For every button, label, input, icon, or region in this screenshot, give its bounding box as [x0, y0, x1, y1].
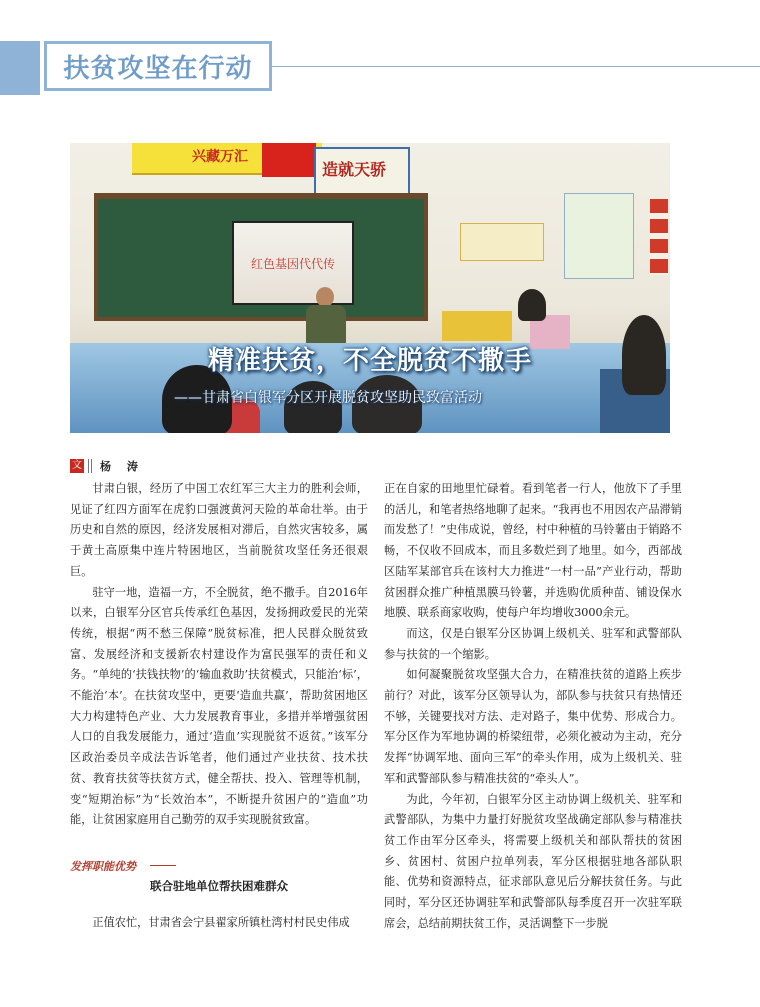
article-subtitle: ——甘肃省白银军分区开展脱贫攻坚助民致富活动 — [174, 390, 482, 406]
photo-desk — [442, 311, 512, 341]
photo-wall-chart — [564, 193, 634, 279]
photo-wall-poster — [460, 223, 544, 261]
photo-student-head — [518, 289, 546, 321]
classroom-photo — [70, 143, 670, 433]
byline-tag: 文 — [72, 460, 82, 471]
photo-banner-left-text: 兴藏万汇 — [192, 149, 248, 165]
photo-teacher-head — [316, 287, 334, 307]
byline — [70, 458, 144, 474]
author-name: 杨 涛 — [100, 460, 144, 473]
photo-screen-text: 红色基因代代传 — [250, 256, 335, 271]
header-accent-block — [0, 41, 40, 95]
photo-banner-right-text: 造就天骄 — [322, 160, 387, 179]
section-tag-rule — [150, 865, 176, 866]
photo-projector-screen — [232, 221, 354, 305]
photo-wall-cards — [650, 199, 668, 275]
paragraph: 而这，仅是白银军分区协调上级机关、驻军和武警部队参与扶贫的一个缩影。 — [384, 626, 682, 661]
left-column — [70, 479, 368, 831]
photo-banner-right — [314, 147, 410, 195]
section-heading: 联合驻地单位帮扶困难群众 — [150, 879, 288, 893]
left-column-continued — [70, 913, 368, 934]
byline-separator — [88, 459, 92, 473]
paragraph: 甘肃白银，经历了中国工农红军三大主力的胜利会师，见证了红四方面军在虎豹口强渡黄河天险的革命壮举。由于历史和自然的原因，经济发展相对滞后，自然灾害较多，属于黄土高原集中连片特困地区，当前脱贫攻坚任务还很艰巨。 — [70, 482, 368, 578]
section-title: 扶贫攻坚在行动 — [44, 41, 272, 91]
header-rule — [272, 66, 760, 67]
paragraph: 正值农忙，甘肃省会宁县翟家所镇杜湾村村民史伟成 — [92, 916, 350, 929]
section-tag: 发挥职能优势 — [70, 860, 136, 873]
paragraph: 如何凝聚脱贫攻坚强大合力，在精准扶贫的道路上疾步前行？对此，该军分区领导认为，部队参与扶贫只有热情还不够，关键要找对方法、走对路子，集中优势、形成合力。军分区作为军地协调的桥梁纽带，必须化被动为主动，充分发挥“协调军地、面向三军”的牵头作用，成为上级机关、驻军和武警部队参与精准扶贫的“牵头人”。 — [384, 668, 682, 785]
photo-flag — [262, 143, 316, 177]
right-column — [384, 479, 682, 934]
paragraph: 正在自家的田地里忙碌着。看到笔者一行人，他放下了手里的活儿，和笔者热络地聊了起来。“我再也不用因农产品滞销而发愁了！”史伟成说，曾经，村中种植的马铃薯由于销路不畅，不仅收不回成本，而且多数烂到了地里。如今，西部战区陆军某部官兵在该村大力推进“一村一品”产业行动，帮助贫困群众推广种植黑膜马铃薯，并选购优质种苗、铺设保水地膜、联系商家收购，使每户年均增收3000余元。 — [384, 482, 682, 620]
paragraph: 为此，今年初，白银军分区主动协调上级机关、驻军和武警部队，为集中力量打好脱贫攻坚战确定部队参与精准扶贫工作由军分区牵头，将需要上级机关和部队帮扶的贫困乡、贫困村、贫困户拉单列表，军分区根据驻地各部队职能、优势和资源特点，征求部队意见后分解扶贫任务。与此同时，军分区还协调驻军和武警部队每季度召开一次驻军联席会，总结前期扶贫工作，灵活调整下一步脱 — [384, 792, 682, 930]
paragraph: 驻守一地，造福一方，不全脱贫，绝不撒手。自2016年以来，白银军分区官兵传承红色基因，发扬拥政爱民的光荣传统，根据“两不愁三保障”脱贫标准，把人民群众脱贫致富、发展经济和支援新农村建设作为富民强军的责任和义务。“单纯的‘扶钱扶物’的‘输血救助’扶贫模式，只能治‘标’，不能治‘本’。在扶贫攻坚中，更要‘造血共赢’，帮助贫困地区大力构建特色产业、大力发展教育事业，多措并举增强贫困人口的自我发展能力，通过‘造血’实现脱贫不返贫。”该军分区政治委员辛成法告诉笔者，他们通过产业扶贫、技术扶贫、教育扶贫等扶贫方式，健全帮扶、投入、管理等机制，变“短期治标”为“长效治本”，不断提升贫困户的“造血”功能，让贫困家庭用自己勤劳的双手实现脱贫致富。 — [70, 585, 368, 827]
article-title: 精准扶贫，不全脱贫不撒手 — [207, 346, 532, 376]
